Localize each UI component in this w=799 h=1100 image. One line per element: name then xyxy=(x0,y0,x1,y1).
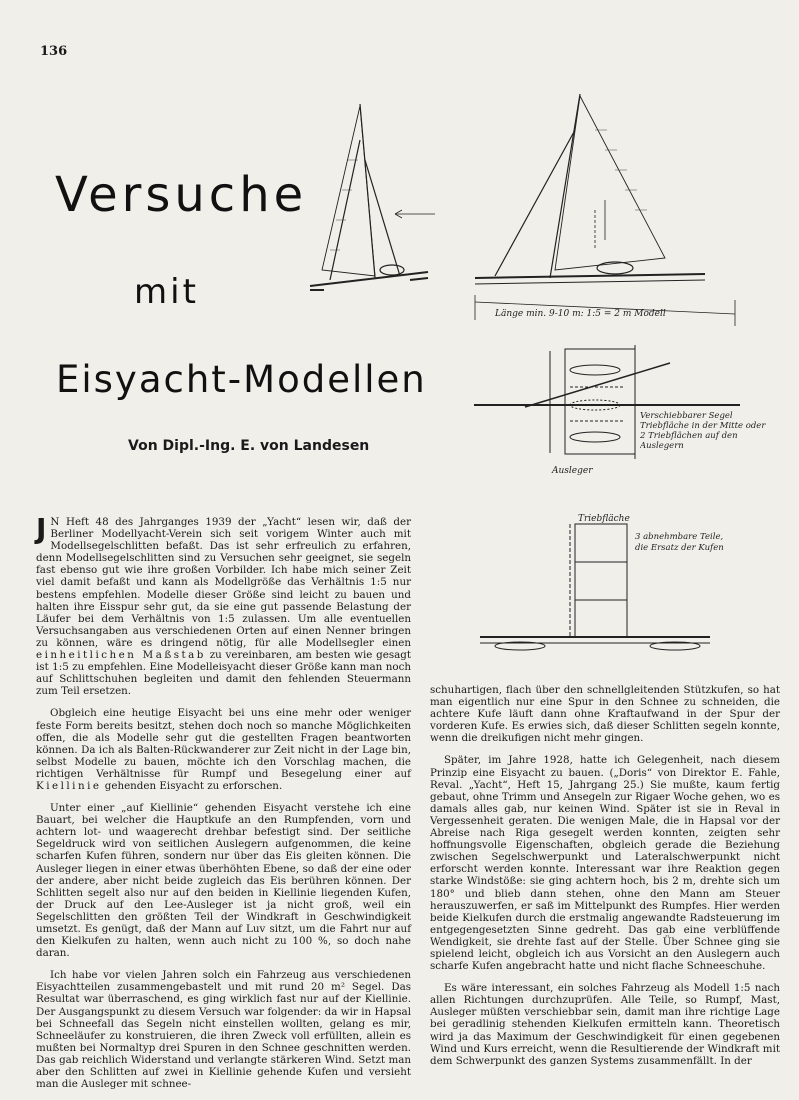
top-view-label-left: Ausleger xyxy=(552,466,593,476)
paragraph-3: Unter einer „auf Kiellinie“ gehenden Eisyacht verstehe ich eine Bauart, bei welcher die Hauptkufe an den Rumpfenden, vorn und achtern lot- und waagerecht drehbar befestigt sind. Der seitliche Segeldruck wird von seitlichen Auslegern aufgenommen, die keine scharfen Kufen führen, sondern nur über das Eis gleiten können. Die Ausleger liegen in einer etwas überhöhten Ebene, so daß der eine oder der andere, aber nicht beide zugleich das Eis berühren können. Der Schlitten segelt also nur auf den beiden in Kiellinie liegenden Kufen, der Druck auf den Lee-Ausleger ist ja nicht groß, weil ein Segelschlitten den größten Teil der Windkraft in Geschwindigkeit umsetzt. Es genügt, daß der Mann auf Luv sitzt, um die Fahrt nur auf den Kielkufen zu halten, wenn auch nicht zu 100 %, so doch nahe daran. xyxy=(36,802,411,960)
text-column-left xyxy=(36,512,412,1100)
top-view-label-right: Verschiebbarer Segel Triebfläche in der Mitte oder 2 Triebflächen auf den Auslegern xyxy=(640,411,766,451)
title-line-3: Eisyacht-Modellen xyxy=(56,358,427,401)
paragraph-6: Später, im Jahre 1928, hatte ich Gelegenheit, nach diesem Prinzip eine Eisyacht zu bauen. („Doris“ von Direktor E. Fahle, Reval. „Yacht“, Heft 15, Jahrgang 25.) Sie mußte, kaum fertig gebaut, ohne Trimm und Ansegeln zur Rigaer Woche gehen, wo es damals alles gab, nur keinen Wind. Später ist sie in Reval in Vergessenheit geraten. Die wenigen Male, die in Hapsal vor der Abreise nach Riga gesegelt werden konnten, zeigten sehr hoffnungsvolle Eigenschaften, obgleich gerade die Beziehung zwischen Segelschwerpunkt und Lateralschwerpunkt nicht erforscht werden konnte. Interessant war ihre Reaktion gegen starke Windstöße: sie ging achtern hoch, bis 2 m, drehte sich um 180° und blieb dann stehen, ohne den Mann am Steuer herauszuwerfen, er saß im Mittelpunkt des Rumpfes. Hier werden beide Kielkufen durch die erstmalig angewandte Radsteuerung im entgegengesetzten Sinne gedreht. Das gab eine verblüffende Wendigkeit, sie drehte fast auf der Stelle. Über Schnee ging sie spielend leicht, obgleich ich aus Vorsicht an den Auslegern auch scharfe Kufen angebracht hatte und nicht flache Schneeschuhe. xyxy=(430,754,780,973)
drop-cap: J xyxy=(36,512,47,545)
paragraph-5: schuhartigen, flach über den schnellgleitenden Stützkufen, so hat man eigentlich nur eine Spur in den Schnee zu schneiden, die achtere Kufe läuft dann ohne Kraftaufwand in der Spur der vorderen Kufe. Es erwies sich, daß dieser Schlitten segeln konnte, wenn die dreikufigen nicht mehr gingen. xyxy=(430,684,780,745)
title-line-1: Versuche xyxy=(55,167,308,223)
side-view-label-top: Triebfläche xyxy=(578,514,630,524)
sketch-iceyacht-large xyxy=(465,90,745,330)
byline: Von Dipl.-Ing. E. von Landesen xyxy=(128,438,370,454)
page-number: 136 xyxy=(40,44,68,59)
sketch-iceyacht-small xyxy=(300,100,440,300)
text-column-right xyxy=(430,684,780,1077)
side-view-label-note: 3 abnehmbare Teile, die Ersatz der Kufen xyxy=(635,532,724,553)
paragraph-7: Es wäre interessant, ein solches Fahrzeug als Modell 1:5 nach allen Richtungen durchzuprüfen. Alle Teile, so Rumpf, Mast, Ausleger müßten verschiebbar sein, damit man ihre richtige Lage bei geradlinig stehenden Kielkufen ermitteln kann. Theoretisch wird ja das Maximum der Geschwindigkeit für einen gegebenen Wind und Kurs erreicht, wenn die Resultierende der Windkraft mit dem Schwerpunkt des ganzen Systems zusammenfällt. In der xyxy=(430,982,780,1067)
length-note: Länge min. 9-10 m: 1:5 = 2 m Modell xyxy=(495,309,666,319)
paragraph-2: Obgleich eine heutige Eisyacht bei uns eine mehr oder weniger feste Form bereits besitzt, stehen doch noch so manche Möglichkeiten offen, die als Modelle sehr gut die gestellten Fragen beantworten können. Da ich als Balten-Rückwanderer zur Zeit nicht in der Lage bin, selbst Modelle zu bauen, möchte ich den Vorschlag machen, die richtigen Verhältnisse für Rumpf und Besegelung einer auf Kiellinie gehenden Eisyacht zu erforschen. xyxy=(36,707,411,792)
paragraph-1: J N Heft 48 des Jahrganges 1939 der „Yacht“ lesen wir, daß der Berliner Modellyacht-Verein sich seit vorigem Winter auch mit Modellsegelschlitten befaßt. Das ist sehr erfreulich zu erfahren, denn Modellsegelschlitten sind zu Versuchen sehr geeignet, sie segeln fast ebenso gut wie ihre großen Vorbilder. Ich habe mich seiner Zeit viel damit befaßt und kann als Modellgröße das Verhältnis 1:5 nur bestens empfehlen. Modelle dieser Größe sind leicht zu bauen und halten ihre Eisspur sehr gut, da sie eine gut passende Belastung der Läufer bei dem Verhältnis von 1:5 zulassen. Um alle eventuellen Versuchsangaben aus verschiedenen Orten auf einen Nenner bringen zu können, wäre es dringend nötig, für alle Modellsegler einen einheitlichen Maßstab zu vereinbaren, am besten wie gesagt ist 1:5 zu empfehlen. Eine Modelleisyacht dieser Größe kann man noch auf Schlittschuhen begleiten und damit den fehlenden Steuermann zum Teil ersetzen. xyxy=(36,512,412,698)
paragraph-4: Ich habe vor vielen Jahren solch ein Fahrzeug aus verschiedenen Eisyachtteilen zusammengebastelt und mit rund 20 m² Segel. Das Resultat war überraschend, es ging wirklich fast nur auf der Kiellinie. Der Ausgangspunkt zu diesem Versuch war folgender: da wir in Hapsal bei Schneefall das Segeln nicht einstellen wollten, gelang es mir, Schneeläufer zu konstruieren, die ihren Zweck voll erfüllten, allein es mußten bei Normaltyp drei Spuren in den Schnee geschnitten werden. Das gab reichlich Widerstand und verlangte stärkeren Wind. Setzt man aber den Schlitten auf zwei in Kiellinie gehende Kufen und versieht man die Ausleger mit schnee- xyxy=(36,969,411,1091)
sketch-top-view xyxy=(470,345,770,490)
sketch-side-view xyxy=(470,512,730,657)
title-line-2: mit xyxy=(134,272,199,312)
